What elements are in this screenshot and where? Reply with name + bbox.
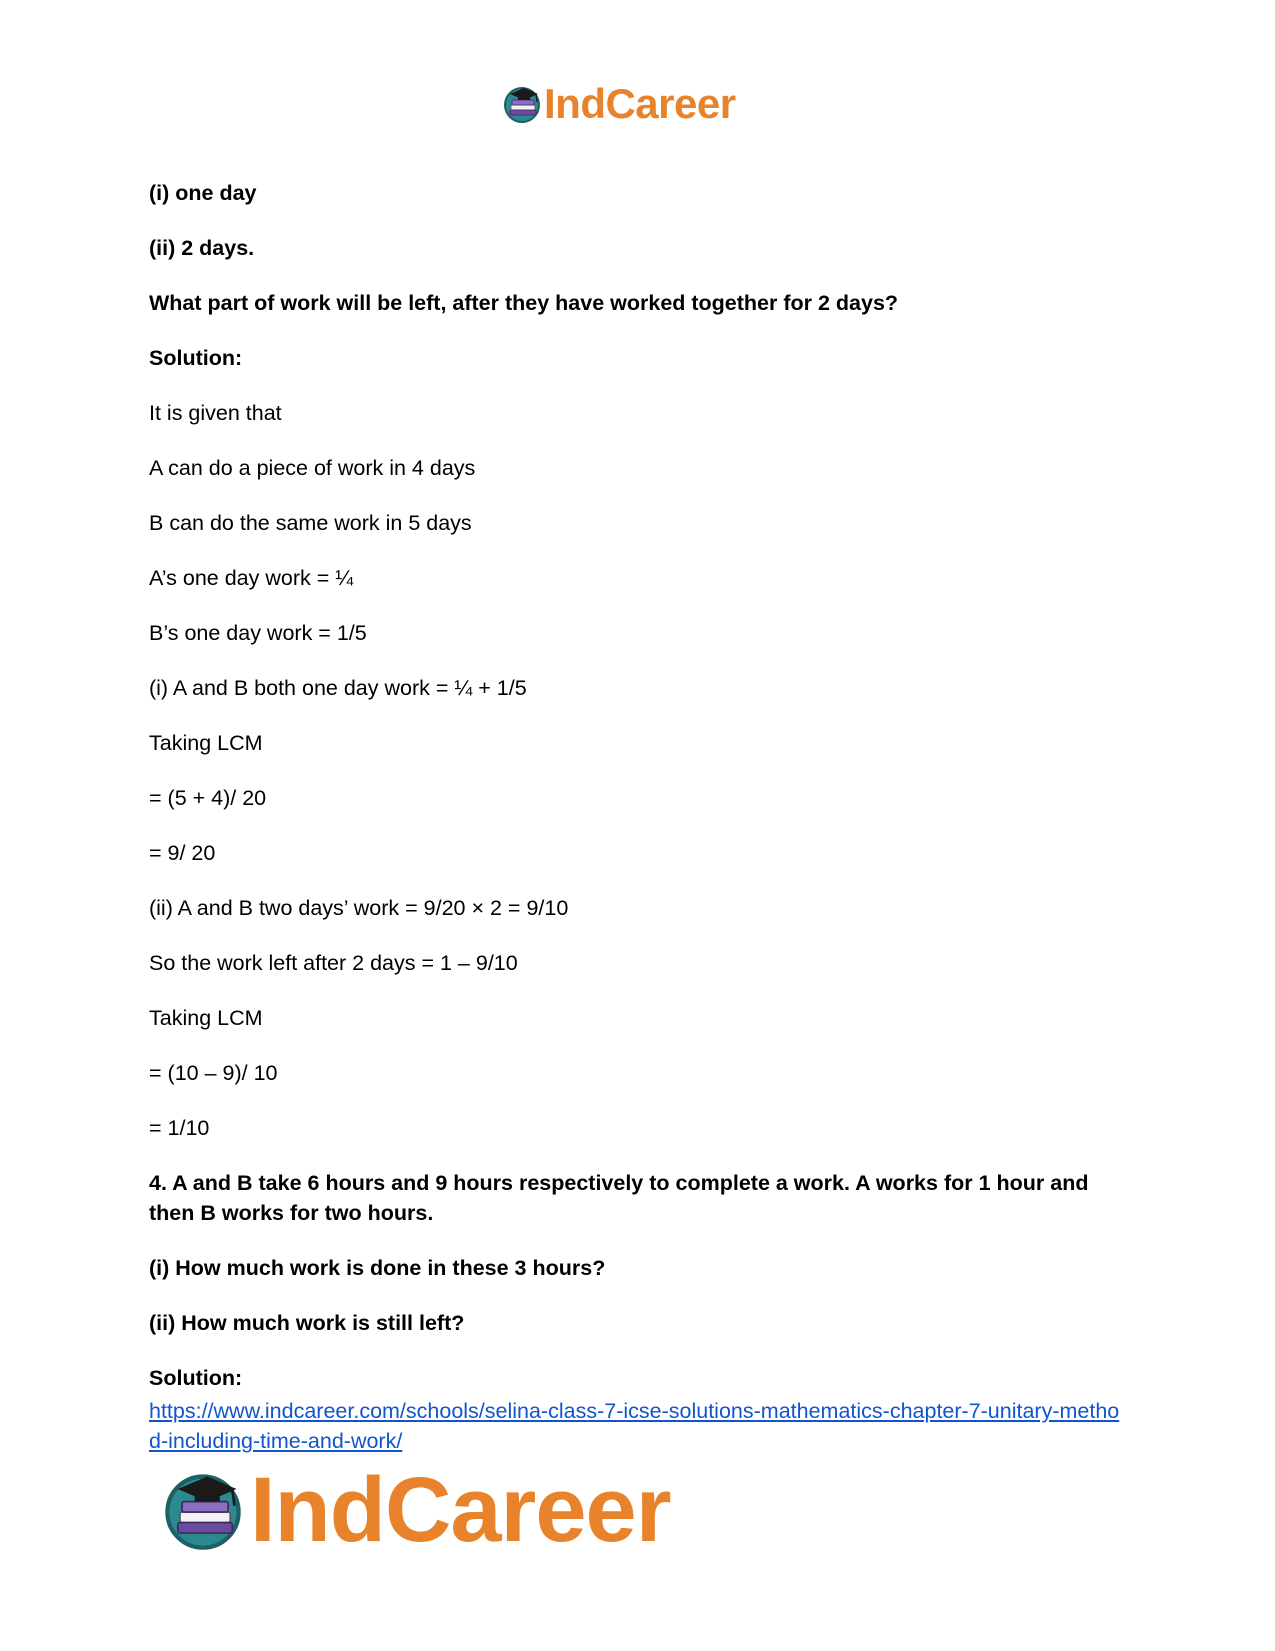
solution-line: So the work left after 2 days = 1 – 9/10 — [149, 951, 518, 975]
solution-line: = (10 – 9)/ 10 — [149, 1061, 278, 1085]
solution-line: B can do the same work in 5 days — [149, 511, 472, 535]
solution-line: = (5 + 4)/ 20 — [149, 786, 267, 810]
question-text: (ii) How much work is still left? — [149, 1311, 465, 1335]
solution-line: A’s one day work = ¼ — [149, 566, 354, 590]
header-logo-text: IndCareer — [544, 80, 736, 127]
question-text: (i) one day — [149, 181, 257, 205]
solution-line: = 9/ 20 — [149, 841, 216, 865]
graduation-cap-books-globe-icon — [160, 1466, 246, 1554]
document-body — [149, 178, 1129, 1456]
solution-line: (ii) A and B two days’ work = 9/20 × 2 = 9/10 — [149, 896, 569, 920]
question-text: Solution: — [149, 346, 243, 370]
solution-line: B’s one day work = 1/5 — [149, 621, 367, 645]
solution-line: = 1/10 — [149, 1116, 210, 1140]
graduation-cap-books-globe-icon — [502, 83, 542, 125]
source-link[interactable]: https://www.indcareer.com/schools/selina-class-7-icse-solutions-mathematics-chapter-7-unitary-method-including-time-and-work/ — [149, 1399, 1120, 1453]
question-text: (ii) 2 days. — [149, 236, 255, 260]
solution-label: Solution: — [149, 1366, 243, 1390]
question-text: (i) How much work is done in these 3 hours? — [149, 1256, 606, 1280]
question-text: 4. A and B take 6 hours and 9 hours respectively to complete a work. A works for 1 hour and then B works for two hours. — [149, 1171, 1089, 1225]
solution-line: It is given that — [149, 401, 282, 425]
solution-line: Taking LCM — [149, 731, 263, 755]
header-logo — [502, 80, 736, 128]
footer-logo-text: IndCareer — [250, 1459, 671, 1561]
footer-logo — [160, 1460, 671, 1560]
question-text: What part of work will be left, after they have worked together for 2 days? — [149, 291, 899, 315]
solution-line: Taking LCM — [149, 1006, 263, 1030]
solution-line: (i) A and B both one day work = ¼ + 1/5 — [149, 676, 527, 700]
solution-line: A can do a piece of work in 4 days — [149, 456, 476, 480]
